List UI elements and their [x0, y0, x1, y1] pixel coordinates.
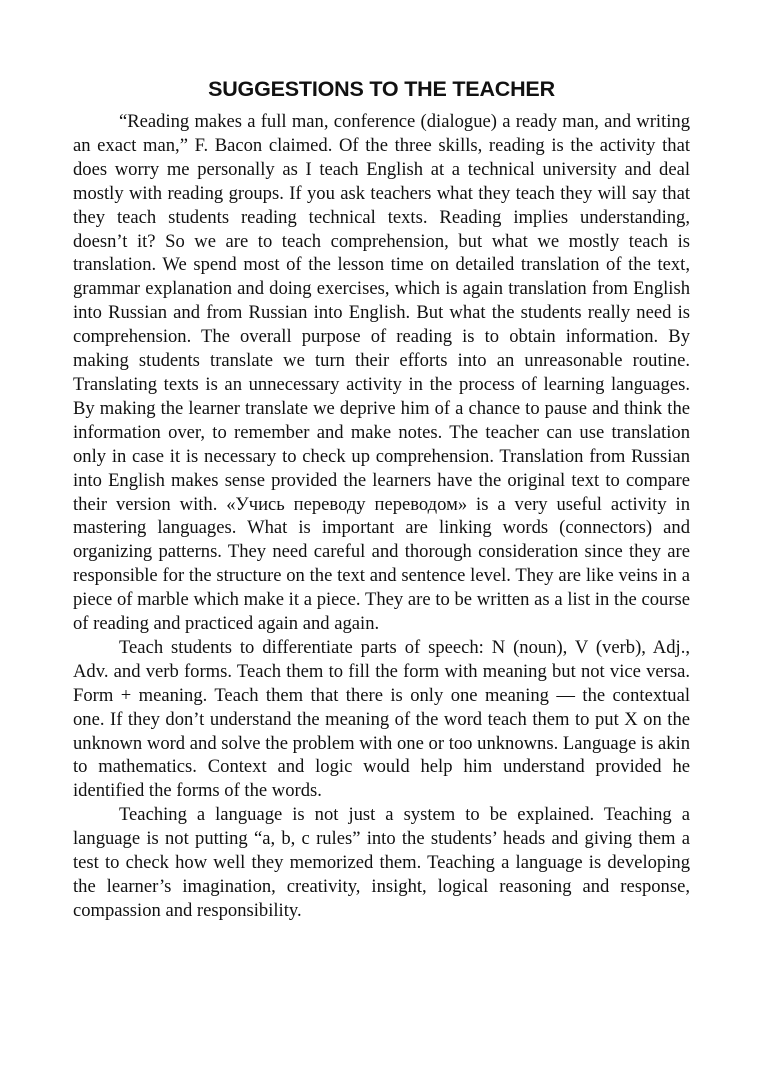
page [73, 75, 690, 923]
paragraph: Teaching a language is not just a system to be explained. Teaching a language is not putting “a, b, c rules” into the students’ heads and giving them a test to check how well they memorized them. Teaching a language is developing the learner’s imagination, creativity, insight, logical reasoning and response, compassion and responsibility. [73, 804, 690, 921]
page-title: SUGGESTIONS TO THE TEACHER [208, 77, 555, 101]
paragraph: “Reading makes a full man, conference (dialogue) a ready man, and writing an exact man,” F. Bacon claimed. Of the three skills, reading is the activity that does worry me personally as I teach English at a technical university and deal mostly with reading groups. If you ask teachers what they teach they will say that they teach students reading technical texts. Reading implies understanding, doesn’t it? So we are to teach comprehension, but what we mostly teach is translation. We spend most of the lesson time on detailed translation of the text, grammar explanation and doing exercises, which is again translation from English into Russian and from Russian into English. But what the students really need is comprehension. The overall purpose of reading is to obtain information. By making students translate we turn their efforts into an unreasonable routine. Translating texts is an unnecessary activity in the process of learning languages. By making the learner translate we deprive him of a chance to pause and think the information over, to remember and make notes. The teacher can use translation only in case it is necessary to check up comprehension. Translation from Russian into English makes sense provided the learners have the original text to compare their version with. «Учись переводу переводом» is a very useful activity in mastering languages. What is important are linking words (connectors) and organizing patterns. They need careful and thorough consideration since they are responsible for the structure on the text and sentence level. They are like veins in a piece of marble which make it a piece. They are to be written as a list in the course of reading and practiced again and again. [73, 111, 690, 635]
paragraph: Teach students to differentiate parts of speech: N (noun), V (verb), Adj., Adv. and verb forms. Teach them to fill the form with meaning but not vice versa. Form + meaning. Teach them that there is only one meaning — the contextual one. If they don’t understand the meaning of the word teach them to put X on the unknown word and solve the problem with one or too unknowns. Language is akin to mathematics. Context and logic would help him understand provided he identified the forms of the words. [73, 636, 690, 802]
body-text [73, 110, 690, 923]
